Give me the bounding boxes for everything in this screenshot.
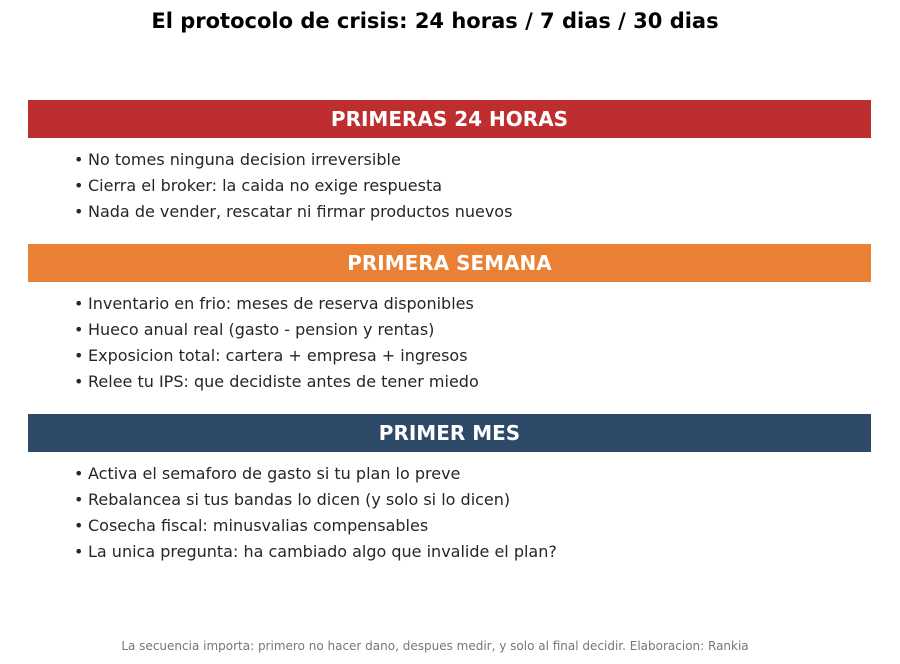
list-item [74,199,512,225]
section-header-24h: PRIMERAS 24 HORAS [28,100,871,138]
list-item-text: Exposicion total: cartera + empresa + ingresos [88,346,468,365]
list-item [74,343,479,369]
list-item [74,147,512,173]
list-item-text: Cosecha fiscal: minusvalias compensables [88,516,429,535]
bullet-icon: • [74,490,84,509]
section-header-week: PRIMERA SEMANA [28,244,871,282]
list-item-text: Rebalancea si tus bandas lo dicen (y solo si lo dicen) [88,490,511,509]
list-item-text: Activa el semaforo de gasto si tu plan lo preve [88,464,461,483]
section-list-month [74,461,557,565]
bullet-icon: • [74,202,84,221]
bullet-icon: • [74,294,84,313]
list-item [74,317,479,343]
bullet-icon: • [74,464,84,483]
list-item [74,513,557,539]
bullet-icon: • [74,176,84,195]
list-item [74,487,557,513]
bullet-icon: • [74,150,84,169]
footnote: La secuencia importa: primero no hacer dano, despues medir, y solo al final decidir. Elaboracion: Rankia [121,639,749,653]
list-item [74,539,557,565]
bullet-icon: • [74,516,84,535]
bullet-icon: • [74,346,84,365]
bullet-icon: • [74,542,84,561]
list-item-text: Hueco anual real (gasto - pension y rentas) [88,320,435,339]
section-list-24h [74,147,512,225]
list-item [74,369,479,395]
list-item-text: Inventario en frio: meses de reserva disponibles [88,294,474,313]
bullet-icon: • [74,372,84,391]
bullet-icon: • [74,320,84,339]
section-header-month: PRIMER MES [28,414,871,452]
list-item [74,173,512,199]
list-item [74,291,479,317]
list-item [74,461,557,487]
list-item-text: La unica pregunta: ha cambiado algo que invalide el plan? [88,542,557,561]
section-list-week [74,291,479,395]
list-item-text: No tomes ninguna decision irreversible [88,150,401,169]
list-item-text: Cierra el broker: la caida no exige respuesta [88,176,443,195]
list-item-text: Nada de vender, rescatar ni firmar productos nuevos [88,202,513,221]
page-title: El protocolo de crisis: 24 horas / 7 dias / 30 dias [151,9,719,33]
list-item-text: Relee tu IPS: que decidiste antes de tener miedo [88,372,479,391]
